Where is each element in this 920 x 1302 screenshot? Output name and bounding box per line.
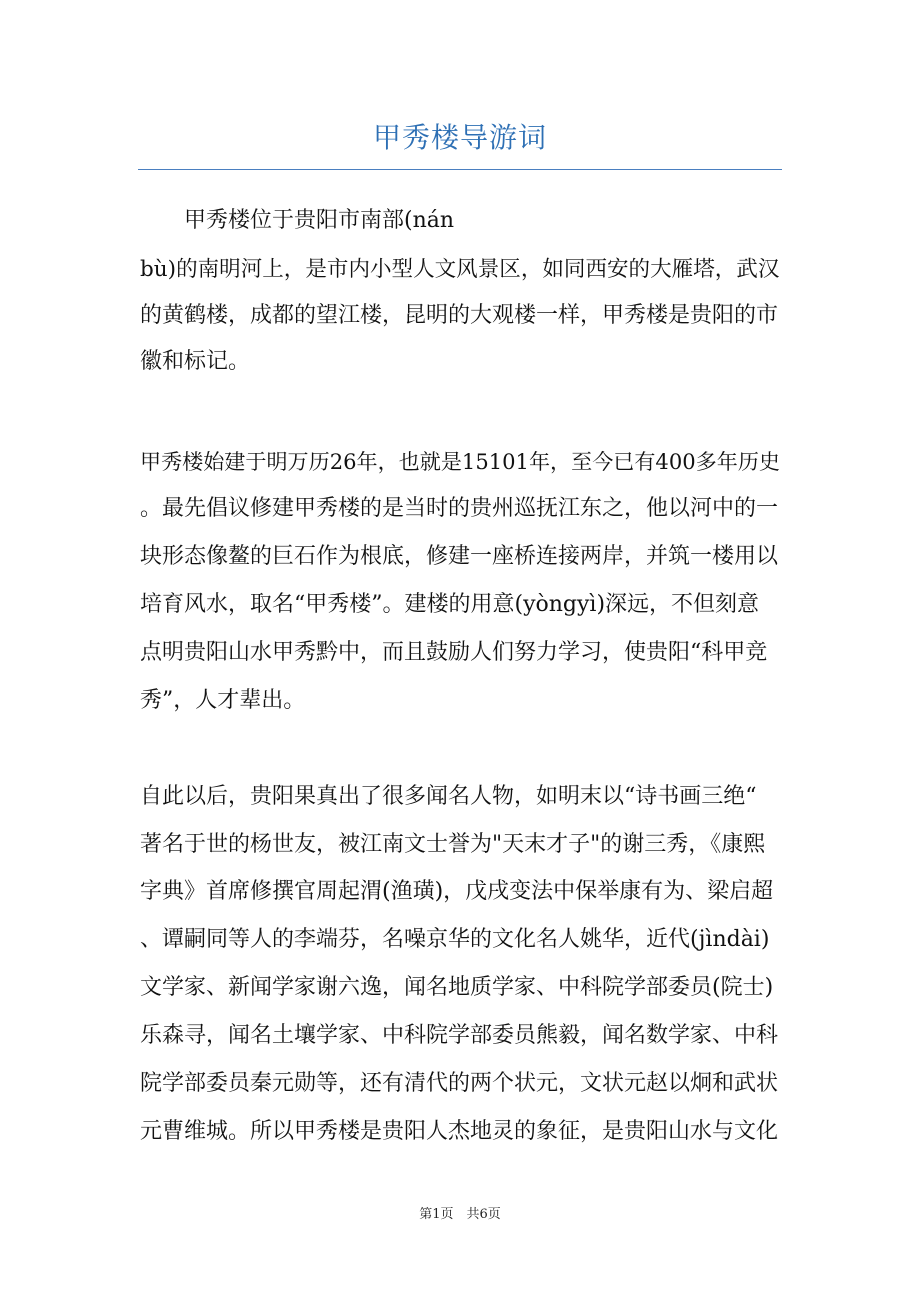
text-line: 甲秀楼位于贵阳市南部(nán <box>184 208 455 233</box>
text-line: 的黄鹤楼，成都的望江楼，昆明的大观楼一样，甲秀楼是贵阳的市 <box>140 303 779 328</box>
text-line: 徽和标记。 <box>140 349 251 374</box>
text-line: 著名于世的杨世友，被江南文士誉为"天末才子"的谢三秀，《康熙 <box>140 832 766 857</box>
text-line: 院学部委员秦元勋等，还有清代的两个状元，文状元赵以炯和武状 <box>140 1071 779 1096</box>
text-line: 甲秀楼始建于明万历26年，也就是15101年，至今已有400多年历史 <box>140 449 780 474</box>
text-line: 培育风水，取名“甲秀楼”。建楼的用意(yòngyì)深远，不但刻意 <box>140 592 760 617</box>
page-title: 甲秀楼导游词 <box>372 121 547 154</box>
text-line: 自此以后，贵阳果真出了很多闻名人物，如明末以“诗书画三绝“ <box>140 784 757 809</box>
page-number: 第1页 共6页 <box>419 1207 501 1222</box>
text-line: 元曹维城。所以甲秀楼是贵阳人杰地灵的象征，是贵阳山水与文化 <box>140 1119 779 1144</box>
text-line: 秀”，人才辈出。 <box>140 688 306 713</box>
text-line: 块形态像鳌的巨石作为根底，修建一座桥连接两岸，并筑一楼用以 <box>140 544 779 569</box>
text-line: 点明贵阳山水甲秀黔中，而且鼓励人们努力学习，使贵阳“科甲竞 <box>140 640 768 665</box>
text-line: bù)的南明河上，是市内小型人文风景区，如同西安的大雁塔，武汉 <box>140 257 780 282</box>
text-line: 字典》首席修撰官周起渭(渔璜)，戊戌变法中保举康有为、梁启超 <box>140 879 774 904</box>
text-line: 文学家、新闻学家谢六逸，闻名地质学家、中科院学部委员(院士) <box>140 975 774 1000</box>
title-underline <box>138 169 782 170</box>
text-line: 。最先倡议修建甲秀楼的是当时的贵州巡抚江东之，他以河中的一 <box>140 496 779 521</box>
text-line: 乐森寻，闻名土壤学家、中科院学部委员熊毅，闻名数学家、中科 <box>140 1023 779 1048</box>
text-line: 、谭嗣同等人的李端芬，名噪京华的文化名人姚华，近代(jìndài) <box>140 927 770 952</box>
